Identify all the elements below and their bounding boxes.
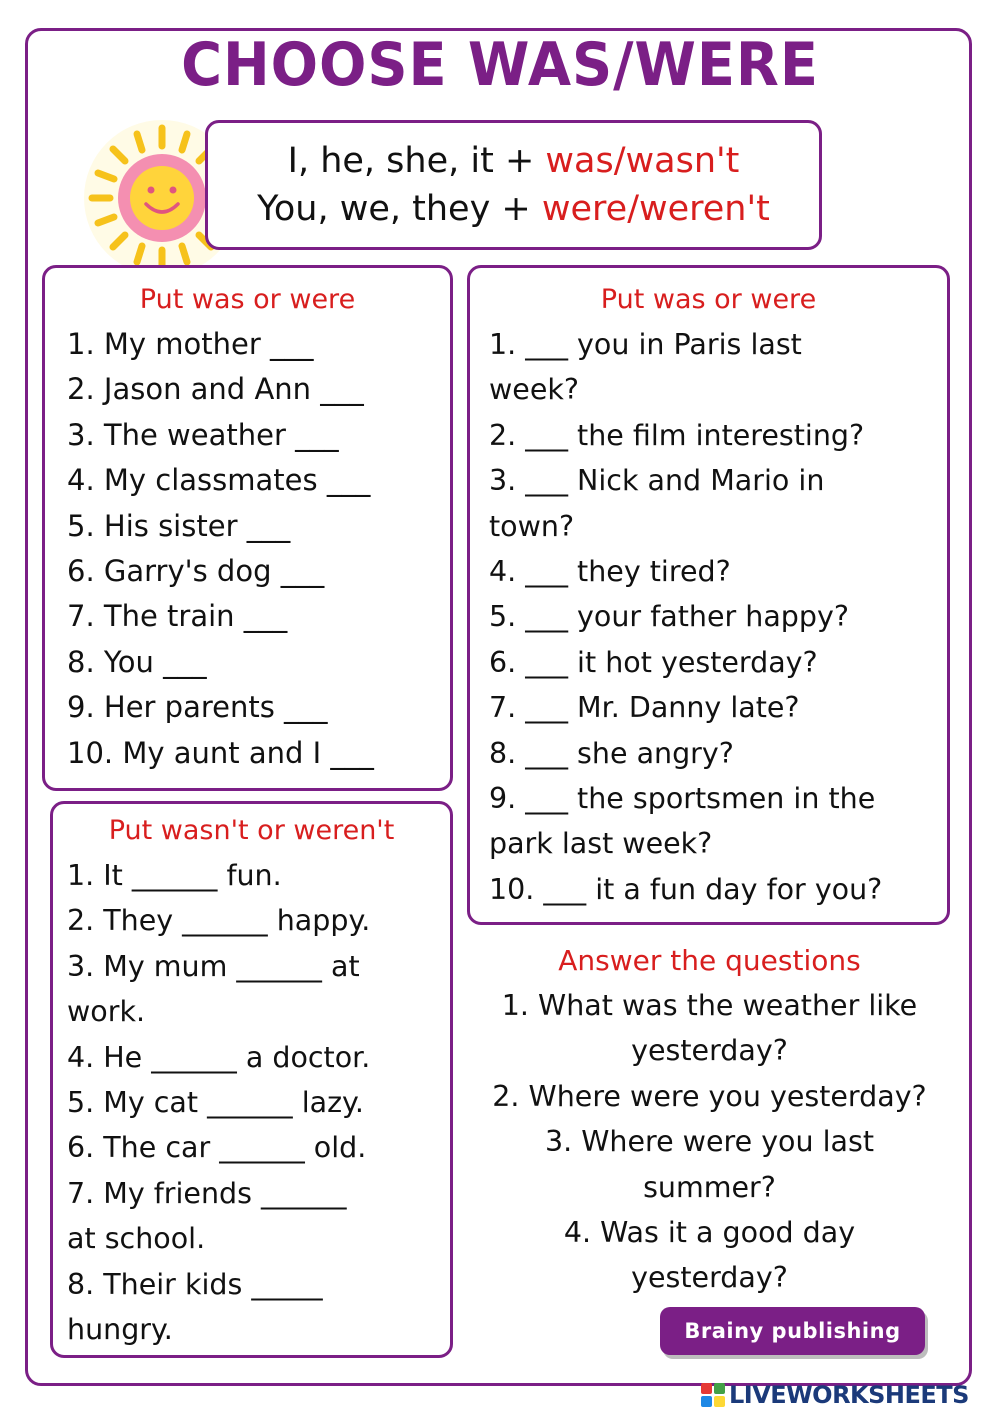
exercise-line: week? [489,373,580,407]
watermark-text: LIVEWORKSHEETS [729,1381,969,1409]
rule-line-2 [208,185,819,233]
exercise-line: 3. ___ Nick and Mario in [489,464,825,498]
exercise-line: 10. ___ it a fun day for you? [489,872,883,906]
exercise-item: 2. Jason and Ann ___ [67,372,364,407]
exercise-item: 6. Garry's dog ___ [67,554,325,589]
liveworksheets-logo-icon [700,1382,726,1408]
exercise-item: 1. My mother ___ [67,327,314,361]
panel-title: Put was or were [600,284,817,315]
question-line: yesterday? [631,1034,788,1068]
exercise-panel-1 [42,265,453,791]
page-title: CHOOSE WAS/WERE [181,30,819,100]
exercise-line: 7. My friends ______ [67,1176,347,1210]
question-line: yesterday? [631,1261,788,1295]
rule-verb-1: was/wasn't [545,141,740,181]
exercise-line: 1. It ______ fun. [67,859,282,892]
question-line: 1. What was the weather like [501,989,918,1022]
exercise-line: 1. ___ you in Paris last [489,328,802,361]
rule-subjects-1: I, he, she, it + [287,141,546,181]
exercise-item: 10. My aunt and I ___ [67,735,374,770]
liveworksheets-watermark [700,1380,995,1410]
exercise-line: 2. ___ the film interesting? [489,418,865,452]
exercise-line: 3. My mum ______ at [67,949,360,983]
exercise-item: 9. Her parents ___ [67,690,328,725]
exercise-item: 8. You ___ [67,644,207,679]
rule-line-1 [208,137,819,185]
exercise-line: town? [489,509,575,543]
question-line: summer? [643,1170,776,1204]
question-line: 2. Where were you yesterday? [492,1079,927,1113]
exercise-line: 6. ___ it hot yesterday? [489,645,818,679]
exercise-line: 5. My cat ______ lazy. [67,1086,364,1120]
exercise-line: 7. ___ Mr. Danny late? [489,691,800,725]
exercise-line: 8. Their kids _____ [67,1267,323,1301]
exercise-item: 4. My classmates ___ [67,463,371,498]
exercise-line: at school. [67,1222,206,1256]
exercise-line: 9. ___ the sportsmen in the [489,782,876,816]
exercise-item: 7. The train ___ [67,599,288,634]
exercise-line: work. [67,995,146,1029]
question-line: 4. Was it a good day [563,1216,856,1250]
exercise-line: 4. ___ they tired? [489,555,731,589]
rule-subjects-2: You, we, they + [257,189,542,229]
exercise-item: 3. The weather ___ [67,417,339,452]
exercise-line: 5. ___ your father happy? [489,600,849,634]
exercise-line: 4. He ______ a doctor. [67,1040,371,1074]
question-line: 3. Where were you last [544,1125,875,1159]
exercise-line: 8. ___ she angry? [489,736,734,770]
exercise-line: 2. They ______ happy. [67,904,371,938]
exercise-line: 6. The car ______ old. [67,1131,367,1165]
grammar-rule-box [205,120,822,250]
section-title: Answer the questions [558,944,861,977]
panel-title: Put was or were [139,284,356,315]
exercise-line: hungry. [67,1313,173,1347]
answer-questions-section [462,938,957,1301]
exercise-panel-2 [467,265,950,925]
panel-title: Put wasn't or weren't [108,815,395,846]
exercise-item: 5. His sister ___ [67,508,291,543]
exercise-panel-3 [50,801,453,1358]
exercise-line: park last week? [489,827,713,861]
publisher-badge: Brainy publishing [660,1307,925,1355]
rule-verb-2: were/weren't [541,189,770,229]
